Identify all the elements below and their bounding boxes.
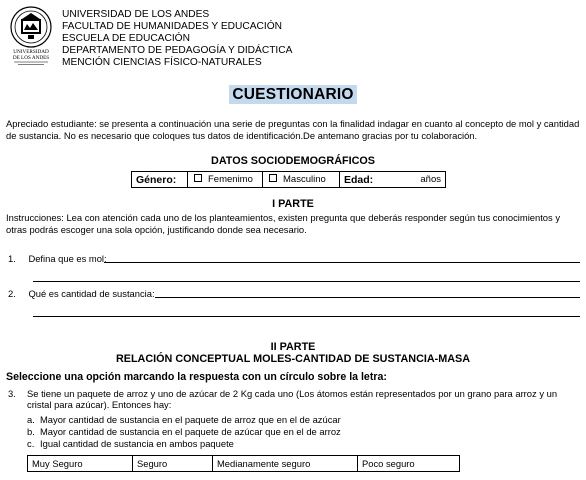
university-seal-icon bbox=[8, 6, 54, 68]
institution-header bbox=[62, 9, 292, 69]
question-number: 2. bbox=[8, 288, 16, 299]
option-c[interactable] bbox=[27, 438, 234, 449]
intro-paragraph: Apreciado estudiante: se presenta a continuación una serie de preguntas con la finalidad indagar en cuanto al concepto de mol y cantidad de sustancia. No es necesario que coloques tus datos de identificación.De antemano gracias por tu colaboración. bbox=[6, 118, 580, 141]
age-label: Edad: bbox=[344, 173, 374, 186]
answer-line[interactable] bbox=[33, 316, 580, 317]
option-text: Mayor cantidad de sustancia en el paquete de azúcar que en el de arroz bbox=[40, 426, 341, 437]
document-title-wrap bbox=[0, 86, 586, 104]
question-number: 1. bbox=[8, 253, 16, 264]
question-text: Qué es cantidad de sustancia: bbox=[28, 288, 155, 299]
demographics-heading: DATOS SOCIODEMOGRÁFICOS bbox=[211, 155, 375, 167]
institution-line: FACULTAD DE HUMANIDADES Y EDUCACIÓN bbox=[62, 21, 283, 32]
option-text: Igual cantidad de sustancia en ambos paquete bbox=[40, 438, 234, 449]
gender-label: Género: bbox=[132, 172, 188, 188]
question-text: Defina que es mol: bbox=[28, 253, 107, 264]
university-logo bbox=[8, 6, 54, 68]
answer-line[interactable] bbox=[155, 297, 580, 298]
part1-instructions: Instrucciones: Lea con atención cada uno de los planteamientos, existen pregunta que deberás responder según tus conocimientos y otras podrás escoger una sola opción, justificando donde sea necesario. bbox=[6, 212, 561, 235]
answer-line[interactable] bbox=[104, 262, 580, 263]
scale-option-slightly-sure[interactable]: Poco seguro bbox=[358, 456, 460, 472]
option-a[interactable] bbox=[27, 414, 341, 425]
question-2 bbox=[8, 288, 155, 299]
scale-option-sure[interactable]: Seguro bbox=[133, 456, 213, 472]
gender-option-male[interactable] bbox=[263, 172, 340, 188]
question-1 bbox=[8, 253, 107, 264]
logo-lettering: UNIVERSIDAD bbox=[13, 49, 49, 55]
option-letter: a. bbox=[27, 414, 35, 425]
option-female-label: Femenimo bbox=[208, 174, 253, 185]
scale-option-very-sure[interactable]: Muy Seguro bbox=[28, 456, 133, 472]
institution-line: UNIVERSIDAD DE LOS ANDES bbox=[62, 9, 210, 20]
checkbox-icon[interactable] bbox=[269, 174, 277, 182]
question-text: Se tiene un paquete de arroz y uno de azúcar de 2 Kg cada uno (Los átomos están representados por un grano para arroz y un cristal para azúcar). Entonces hay: bbox=[27, 388, 558, 410]
option-text: Mayor cantidad de sustancia en el paquete de arroz que en el de azúcar bbox=[40, 414, 341, 425]
option-letter: b. bbox=[27, 426, 35, 437]
svg-text:DE LOS ANDES: DE LOS ANDES bbox=[12, 55, 50, 61]
age-unit: años bbox=[420, 173, 441, 185]
option-male-label: Masculino bbox=[283, 174, 326, 185]
option-b[interactable] bbox=[27, 426, 341, 437]
question-3 bbox=[8, 388, 582, 410]
demographics-table bbox=[131, 171, 446, 188]
gender-option-female[interactable] bbox=[188, 172, 263, 188]
select-instruction: Seleccione una opción marcando la respuesta con un círculo sobre la letra: bbox=[6, 371, 387, 383]
part1-heading: I PARTE bbox=[272, 198, 314, 210]
part2-heading: II PARTE bbox=[270, 341, 316, 353]
part2-subheading: RELACIÓN CONCEPTUAL MOLES-CANTIDAD DE SUSTANCIA-MASA bbox=[115, 353, 471, 365]
age-cell[interactable] bbox=[340, 172, 446, 188]
institution-line: ESCUELA DE EDUCACIÓN bbox=[62, 33, 190, 44]
question-number: 3. bbox=[8, 388, 16, 399]
scale-option-moderately-sure[interactable]: Medianamente seguro bbox=[213, 456, 358, 472]
checkbox-icon[interactable] bbox=[194, 174, 202, 182]
option-letter: c. bbox=[27, 438, 35, 449]
document-title: CUESTIONARIO bbox=[229, 85, 356, 104]
institution-line: MENCIÓN CIENCIAS FÍSICO-NATURALES bbox=[62, 57, 262, 68]
confidence-scale-table bbox=[27, 455, 460, 472]
answer-line[interactable] bbox=[33, 281, 580, 282]
institution-line: DEPARTAMENTO DE PEDAGOGÍA Y DIDÁCTICA bbox=[62, 45, 293, 56]
